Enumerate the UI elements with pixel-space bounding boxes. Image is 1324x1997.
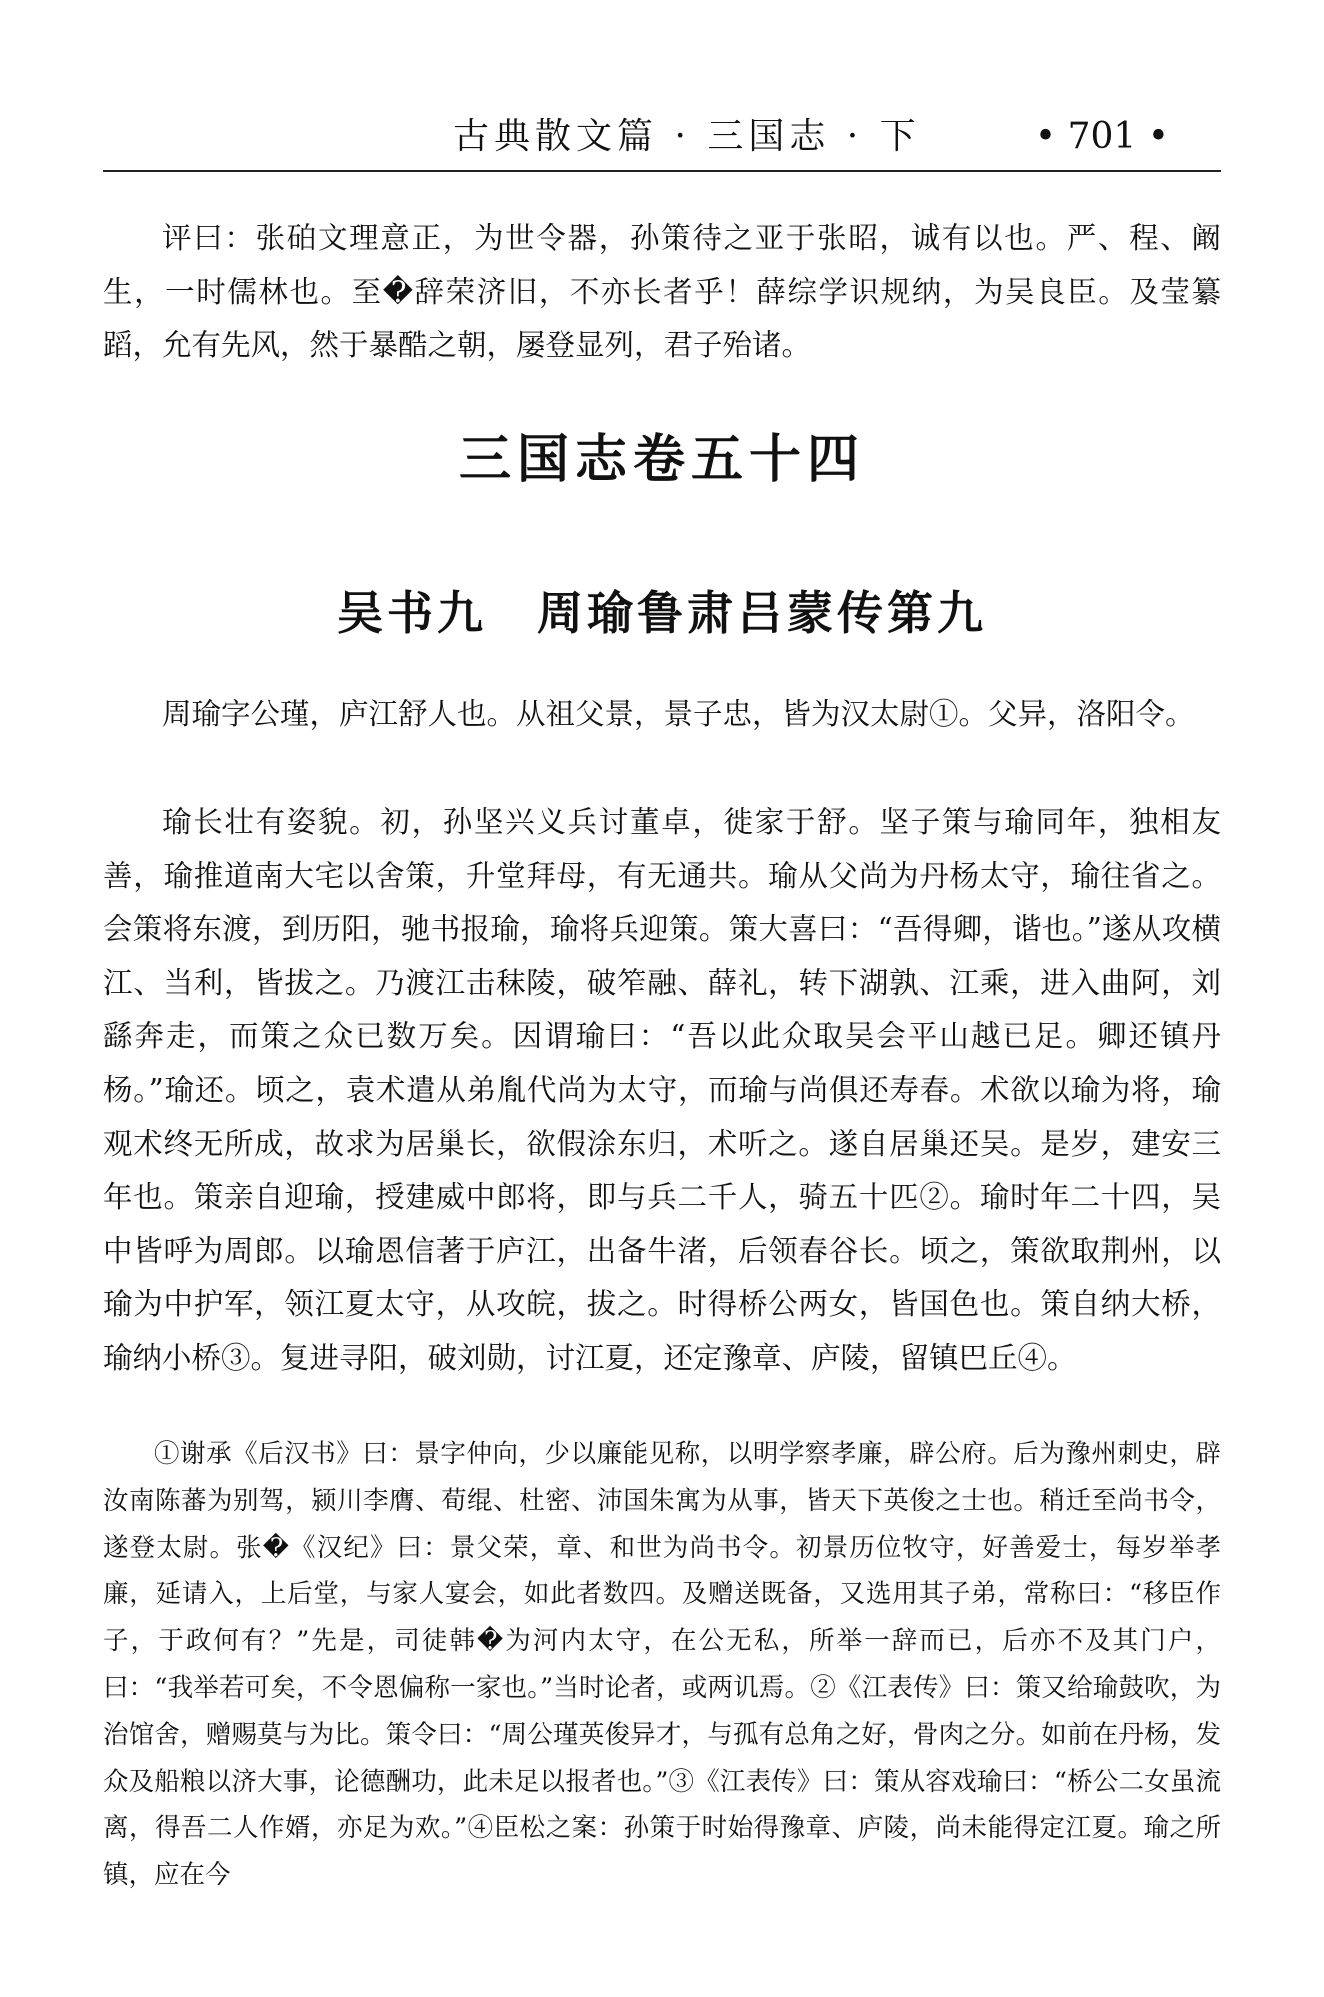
- chapter-title: 吴书九 周瑜鲁肃吕蒙传第九: [337, 586, 987, 640]
- running-head: [103, 112, 1221, 162]
- header-rule: [103, 170, 1221, 172]
- verdict-paragraph: 评曰：张砶文理意正，为世令器，孙策待之亚于张昭，诚有以也。严、程、阚生，一时儒林也。至�辞荣济旧，不亦长者乎！薛综学识规纳，为吴良臣。及莹纂蹈，允有先风，然于暴酷之朝，屡登显列，君子殆诸。: [103, 221, 1221, 363]
- body-paragraph: 周瑜字公瑾，庐江舒人也。从祖父景，景子忠，皆为汉太尉①。父异，洛阳令。: [162, 697, 1195, 731]
- annotation-notes: ①谢承《后汉书》曰：景字仲向，少以廉能见称，以明学察孝廉，辟公府。后为豫州刺史，辟汝南陈蕃为别驾，颍川李膺、荀绲、杜密、沛国朱寓为从事，皆天下英俊之士也。稍迁至尚书令，遂登太尉。张�《汉纪》曰：景父荣，章、和世为尚书令。初景历位牧守，好善爱士，每岁举孝廉，延请入，上后堂，与家人宴会，如此者数四。及赠送既备，又选用其子弟，常称曰：“移臣作子，于政何有？”先是，司徒韩�为河内太守，在公无私，所举一辞而已，后亦不及其门户，曰：“我举若可矣，不令恩偏称一家也。”当时论者，或两讥焉。②《江表传》曰：策又给瑜鼓吹，为治馆舍，赠赐莫与为比。策令曰：“周公瑾英俊异才，与孤有总角之好，骨肉之分。如前在丹杨，发众及船粮以济大事，论德酬功，此未足以报者也。”③《江表传》曰：策从容戏瑜曰：“桥公二女虽流离，得吾二人作婿，亦足为欢。”④臣松之案：孙策于时始得豫章、庐陵，尚未能得定江夏。瑜之所镇，应在今: [103, 1439, 1221, 1891]
- running-title: 古典散文篇 · 三国志 · 下: [453, 116, 921, 157]
- body-paragraph: 瑜长壮有姿貌。初，孙坚兴义兵讨董卓，徙家于舒。坚子策与瑜同年，独相友善，瑜推道南大宅以舍策，升堂拜母，有无通共。瑜从父尚为丹杨太守，瑜往省之。会策将东渡，到历阳，驰书报瑜，瑜将兵迎策。策大喜曰：“吾得卿，谐也。”遂从攻横江、当利，皆拔之。乃渡江击秣陵，破笮融、薛礼，转下湖孰、江乘，进入曲阿，刘繇奔走，而策之众已数万矣。因谓瑜曰：“吾以此众取吴会平山越已足。卿还镇丹杨。”瑜还。顷之，袁术遣从弟胤代尚为太守，而瑜与尚俱还寿春。术欲以瑜为将，瑜观术终无所成，故求为居巢长，欲假涂东归，术听之。遂自居巢还吴。是岁，建安三年也。策亲自迎瑜，授建威中郎将，即与兵二千人，骑五十匹②。瑜时年二十四，吴中皆呼为周郎。以瑜恩信著于庐江，出备牛渚，后领春谷长。顷之，策欲取荆州，以瑜为中护军，领江夏太守，从攻皖，拔之。时得桥公两女，皆国色也。策自纳大桥，瑜纳小桥③。复进寻阳，破刘勋，讨江夏，还定豫章、庐陵，留镇巴丘④。: [103, 805, 1221, 1375]
- volume-title: 三国志卷五十四: [458, 430, 865, 490]
- page-number: • 701 •: [1034, 116, 1169, 157]
